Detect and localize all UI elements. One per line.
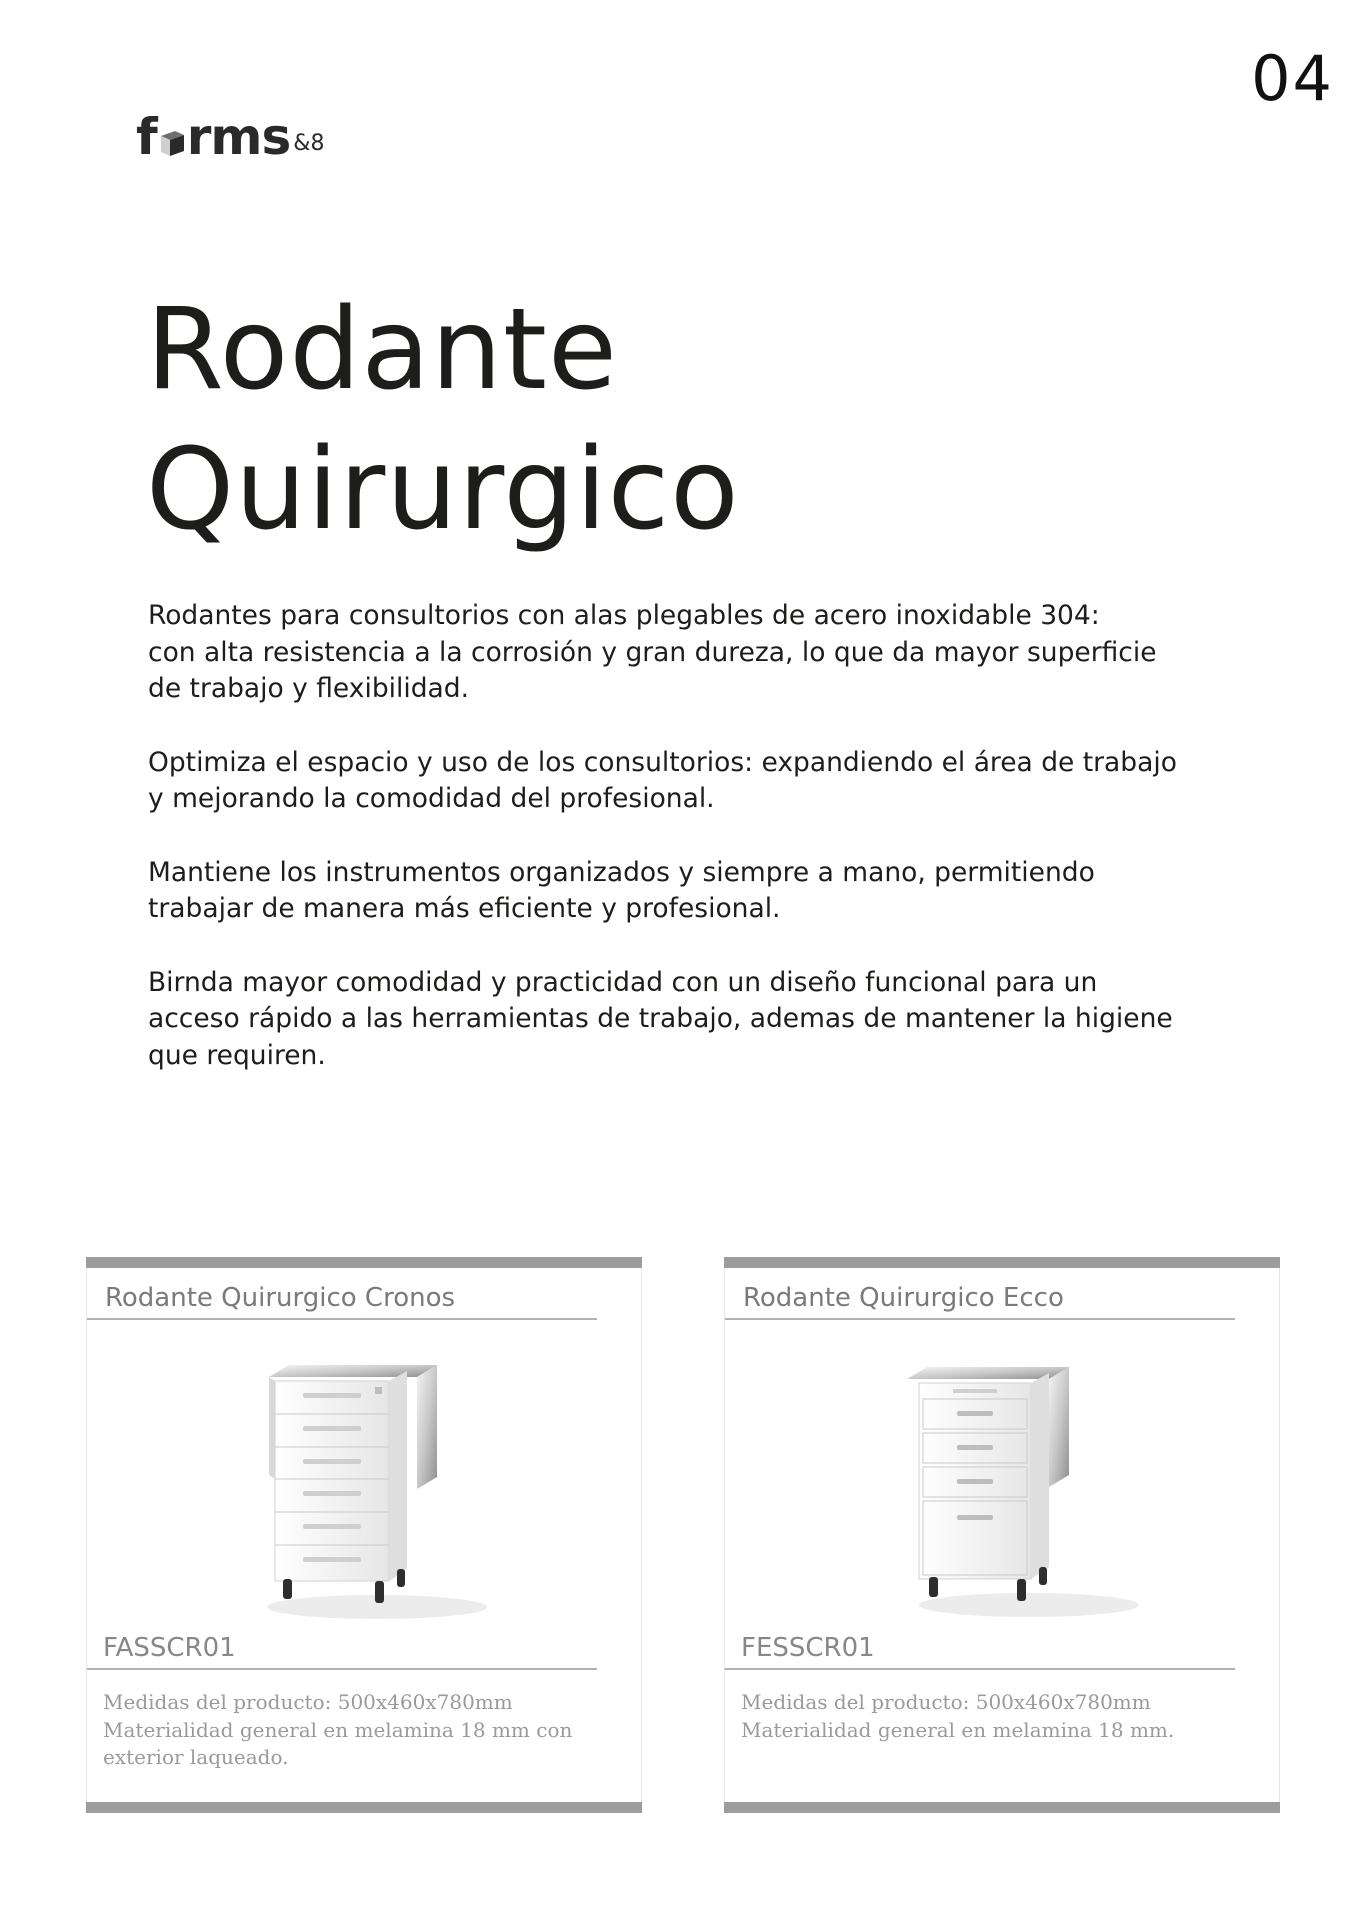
intro-paragraph: Rodantes para consultorios con alas plegables de acero inoxidable 304: con alta resistencia a la corrosión y gran dureza, lo que da mayor superficie de trabajo y flexibilidad. [148, 600, 1157, 704]
logo-text-start: f [136, 108, 157, 166]
brand-logo [136, 108, 325, 166]
product-description [741, 1689, 1241, 1744]
product-desc-line: Materialidad general en melamina 18 mm. [741, 1717, 1175, 1742]
product-name: Rodante Quirurgico Ecco [743, 1283, 1064, 1313]
product-description [103, 1689, 603, 1772]
page-number: 04 [1251, 42, 1334, 115]
intro-paragraph: Mantiene los instrumentos organizados y siempre a mano, permitiendo trabajar de manera más eficiente y profesional. [148, 856, 1095, 924]
divider [87, 1318, 597, 1320]
intro-paragraph: Optimiza el espacio y uso de los consultorios: expandiendo el área de trabajo y mejorando la comodidad del profesional. [148, 746, 1177, 814]
product-desc-line: Medidas del producto: 500x460x780mm [103, 1690, 513, 1714]
divider [725, 1318, 1235, 1320]
product-card-cronos [86, 1257, 642, 1813]
cart-image-cronos [247, 1357, 507, 1627]
product-desc-line: Medidas del producto: 500x460x780mm [741, 1690, 1151, 1714]
product-desc-line: exterior laqueado. [103, 1745, 289, 1769]
divider [87, 1668, 597, 1670]
title-line-2: Quirurgico [146, 425, 740, 555]
title-line-1: Rodante [146, 285, 618, 415]
product-card-ecco [724, 1257, 1280, 1813]
page-title [146, 280, 740, 560]
cart-image-ecco [899, 1355, 1159, 1625]
intro-paragraph: Birnda mayor comodidad y practicidad con un diseño funcional para un acceso rápido a las herramientas de trabajo, ademas de mantener la higiene que requiren. [148, 966, 1173, 1071]
product-desc-line: Materialidad general en melamina 18 mm con [103, 1717, 573, 1742]
logo-text-end: rms [186, 108, 291, 166]
logo-suffix: &8 [293, 131, 325, 156]
divider [725, 1668, 1235, 1670]
intro-text [148, 598, 1258, 1111]
product-code: FESSCR01 [741, 1633, 875, 1663]
product-name: Rodante Quirurgico Cronos [105, 1283, 456, 1313]
product-code: FASSCR01 [103, 1633, 236, 1663]
cube-icon [158, 128, 186, 158]
